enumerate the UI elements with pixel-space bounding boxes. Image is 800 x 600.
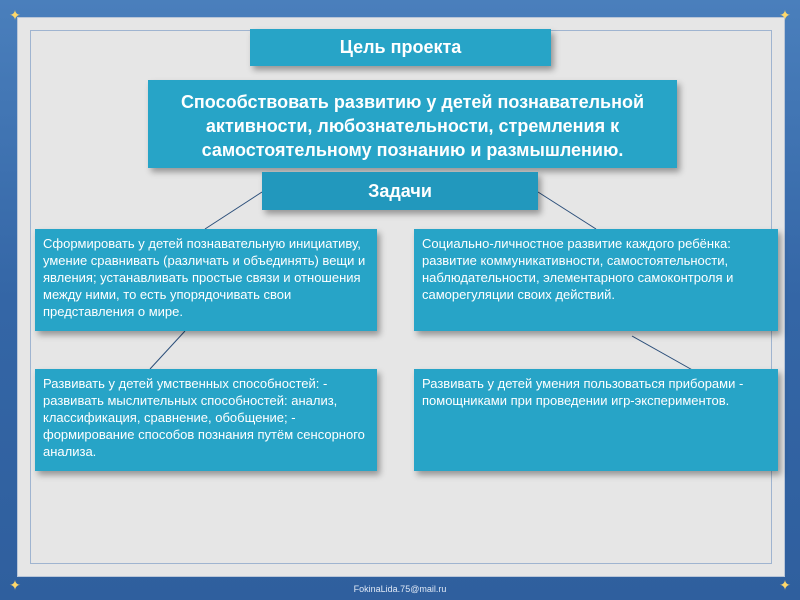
- task-box-3: Развивать у детей умственных способностей: - развивать мыслительных способностей: анализ, классификация, сравнение, обобщение; - формирование способов познания путём сенсорного анализа.: [35, 369, 377, 471]
- corner-ornament-icon: ✦: [9, 7, 21, 23]
- connector-line: [205, 192, 262, 229]
- corner-ornament-icon: ✦: [9, 577, 21, 593]
- corner-ornament-icon: ✦: [779, 7, 791, 23]
- footer-email: FokinaLida.75@mail.ru: [353, 584, 447, 594]
- corner-ornament-icon: ✦: [779, 577, 791, 593]
- task-box-1: Сформировать у детей познавательную инициативу, умение сравнивать (различать и объединять) вещи и явления; устанавливать простые связи и отношения между ними, то есть упорядочивать свои представления о мире.: [35, 229, 377, 331]
- goal-box: Способствовать развитию у детей познавательной активности, любознательности, стремления к самостоятельному познанию и размышлению.: [148, 80, 677, 168]
- connector-line: [538, 192, 596, 229]
- connector-line: [632, 336, 696, 372]
- project-goal-title: Цель проекта: [250, 29, 551, 66]
- task-box-2: Социально-личностное развитие каждого ребёнка: развитие коммуникативности, самостоятельности, наблюдательности, элементарного самоконтроля и саморегуляции своих действий.: [414, 229, 778, 331]
- task-box-4: Развивать у детей умения пользоваться приборами - помощниками при проведении игр-экспериментов.: [414, 369, 778, 471]
- tasks-header: Задачи: [262, 172, 538, 210]
- connector-line: [150, 331, 185, 369]
